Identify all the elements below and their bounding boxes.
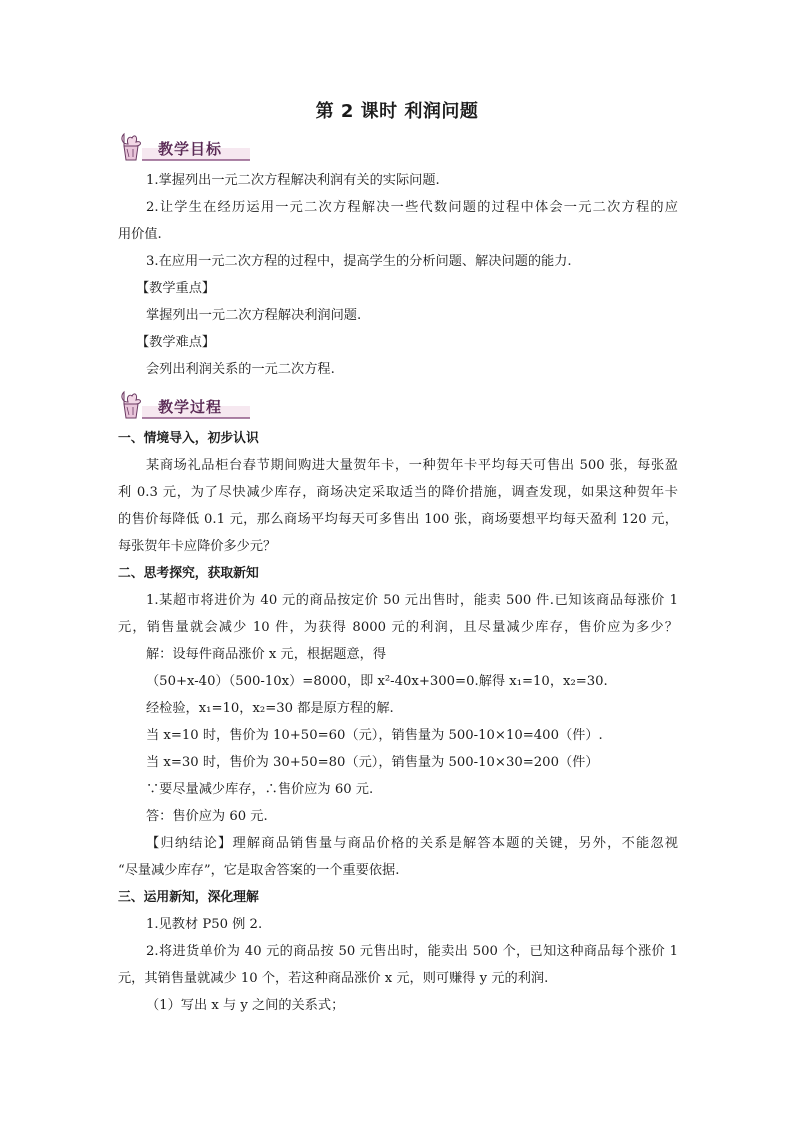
goal-3: 3.在应用一元二次方程的过程中，提高学生的分析问题、解决问题的能力. xyxy=(146,254,572,269)
section-banner-process xyxy=(116,390,256,420)
exercise-2b: 元，其销售量就减少 10 个，若这种商品涨价 x 元，则可赚得 y 元的利润. xyxy=(118,971,549,986)
exercise-2a: 2.将进货单价为 40 元的商品按 50 元售出时，能卖出 500 个，已知这种商品每个涨价 1 xyxy=(146,944,678,959)
conclusion-2: “尽量减少库存”，它是取舍答案的一个重要依据. xyxy=(118,863,400,878)
goal-2b: 用价值. xyxy=(118,227,162,242)
question-1b: 元，销售量就会减少 10 件，为获得 8000 元的利润，且尽量减少库存，售价应为多少？ xyxy=(118,620,678,635)
solution-6: ∵要尽量减少库存，∴售价应为 60 元. xyxy=(146,782,374,797)
page-title: 第 2 课时 利润问题 xyxy=(315,101,479,122)
section-label-process: 教学过程 xyxy=(158,398,223,416)
solution-answer: 答：售价应为 60 元. xyxy=(146,809,268,824)
solution-1: 解：设每件商品涨价 x 元，根据题意，得 xyxy=(146,647,387,662)
section-label-goals: 教学目标 xyxy=(158,140,223,158)
heading-1: 一、情境导入，初步认识 xyxy=(118,431,259,446)
difficulty-text: 会列出利润关系的一元二次方程. xyxy=(146,362,335,377)
goal-2a: 2.让学生在经历运用一元二次方程解决一些代数问题的过程中体会一元二次方程的应 xyxy=(146,200,678,215)
goal-1: 1.掌握列出一元二次方程解决利润有关的实际问题. xyxy=(146,173,440,188)
heading-2: 二、思考探究，获取新知 xyxy=(118,566,259,581)
solution-3: 经检验，x₁=10，x₂=30 都是原方程的解. xyxy=(146,701,394,716)
para-1b: 利 0.3 元，为了尽快减少库存，商场决定采取适当的降价措施，调查发现，如果这种贺年卡 xyxy=(118,485,678,500)
exercise-1: 1.见教材 P50 例 2. xyxy=(146,917,263,932)
solution-2: （50+x-40）（500-10x）=8000，即 x²-40x+300=0.解得 x₁=10，x₂=30. xyxy=(146,674,608,689)
conclusion-1: 【归纳结论】理解商品销售量与商品价格的关系是解答本题的关键，另外，不能忽视 xyxy=(146,836,678,851)
key-text: 掌握列出一元二次方程解决利润问题. xyxy=(146,308,362,323)
solution-4: 当 x=10 时，售价为 10+50=60（元），销售量为 500-10×10=400（件）. xyxy=(146,728,603,743)
difficulty-label: 【教学难点】 xyxy=(136,335,216,350)
exercise-3: （1）写出 x 与 y 之间的关系式； xyxy=(146,998,345,1013)
question-1a: 1.某超市将进价为 40 元的商品按定价 50 元出售时，能卖 500 件.已知该商品每涨价 1 xyxy=(146,593,678,608)
solution-5: 当 x=30 时，售价为 30+50=80（元），销售量为 500-10×30=200（件） xyxy=(146,755,599,770)
para-1a: 某商场礼品柜台春节期间购进大量贺年卡，一种贺年卡平均每天可售出 500 张，每张盈 xyxy=(146,458,678,473)
heading-3: 三、运用新知，深化理解 xyxy=(118,890,259,905)
para-1c: 的售价每降低 0.1 元，那么商场平均每天可多售出 100 张，商场要想平均每天盈利 120 元， xyxy=(118,512,678,527)
para-1d: 每张贺年卡应降价多少元？ xyxy=(118,539,277,554)
section-banner-goals xyxy=(116,132,256,162)
key-label: 【教学重点】 xyxy=(136,281,216,296)
